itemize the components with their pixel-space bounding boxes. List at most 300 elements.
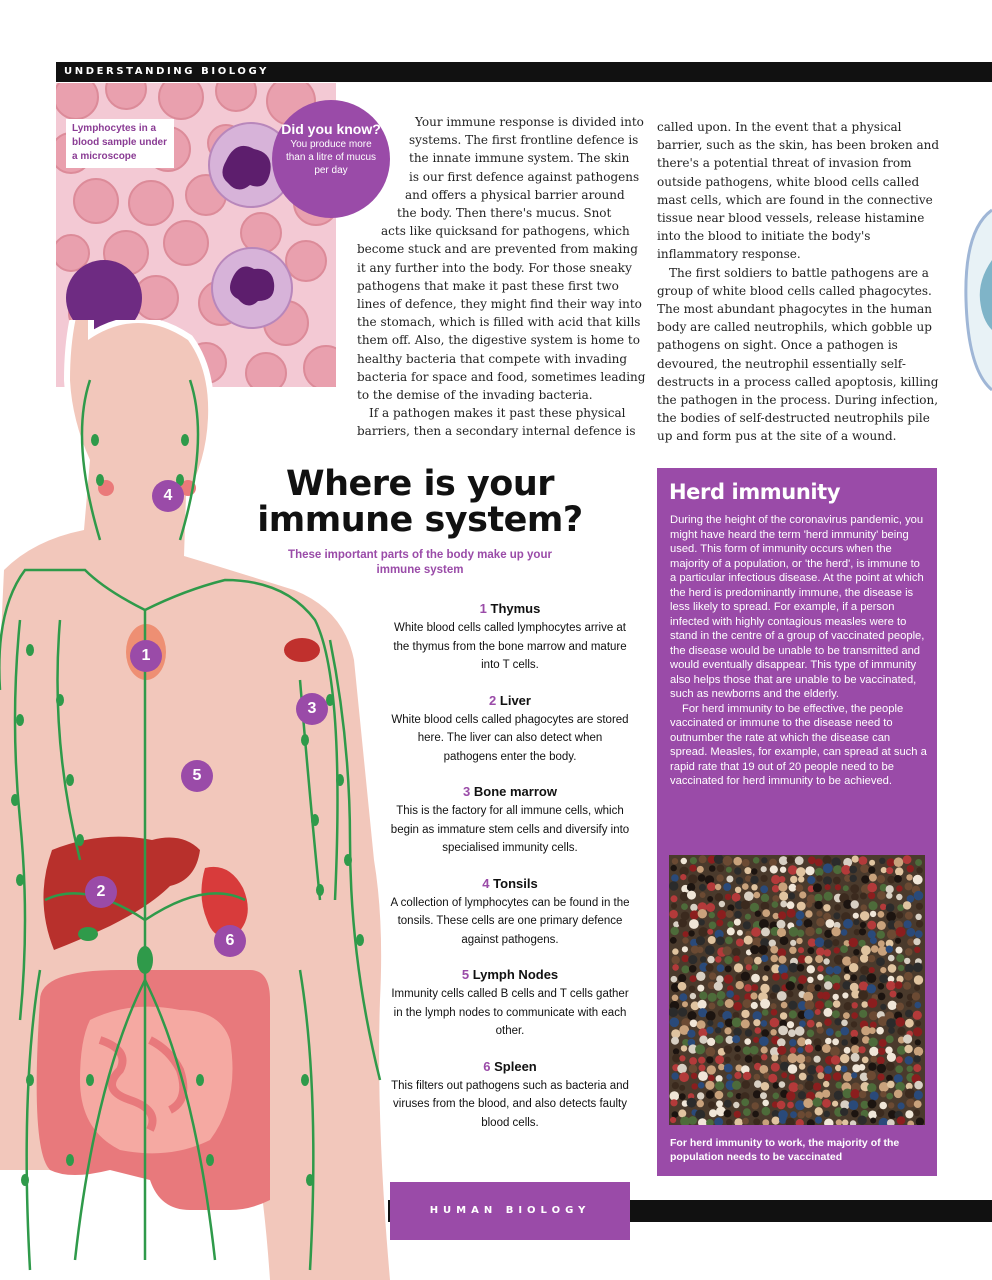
crowd-head xyxy=(707,896,713,902)
footer-tab: HUMAN BIOLOGY xyxy=(390,1182,630,1240)
crowd-head xyxy=(669,881,678,890)
legend-item xyxy=(390,783,630,858)
crowd-head xyxy=(707,882,716,891)
crowd-head xyxy=(915,1020,921,1026)
feature-subtitle: These important parts of the body make up your immune system xyxy=(288,549,552,576)
crowd-head xyxy=(816,911,822,917)
crowd-head xyxy=(733,1102,739,1108)
crowd-head xyxy=(715,1035,724,1044)
crowd-head xyxy=(745,1029,753,1037)
crowd-head xyxy=(714,855,724,864)
section-label: UNDERSTANDING BIOLOGY xyxy=(64,66,269,77)
crowd-head xyxy=(725,894,731,900)
crowd-head xyxy=(744,891,754,901)
crowd-head xyxy=(780,1055,788,1063)
crowd-head xyxy=(867,883,877,893)
crowd-head xyxy=(743,999,752,1008)
crowd-head xyxy=(824,1119,833,1126)
crowd-head xyxy=(869,1027,876,1034)
crowd-head xyxy=(787,901,795,909)
crowd-head xyxy=(690,904,697,911)
crowd-head xyxy=(835,1065,841,1071)
crowd-head xyxy=(850,974,857,981)
crowd-head xyxy=(671,895,678,902)
crowd-head xyxy=(696,972,705,981)
crowd-head xyxy=(905,1056,914,1065)
crowd-head xyxy=(754,957,762,965)
crowd-head xyxy=(878,983,885,990)
crowd-head xyxy=(913,1109,920,1116)
crowd-head xyxy=(759,919,769,929)
crowd-head xyxy=(672,956,680,964)
crowd-head xyxy=(824,892,833,901)
crowd-head xyxy=(807,984,816,993)
crowd-head xyxy=(896,894,902,900)
crowd-head xyxy=(690,975,697,982)
crowd-head xyxy=(815,955,823,963)
crowd-head xyxy=(831,1055,840,1064)
crowd-head xyxy=(797,930,804,937)
crowd-head xyxy=(905,964,914,973)
crowd-head xyxy=(880,1004,886,1010)
crowd-head xyxy=(896,954,904,962)
crowd-head xyxy=(912,992,920,1000)
crowd-head xyxy=(916,903,923,910)
crowd-head xyxy=(849,1100,859,1110)
crowd-head xyxy=(788,865,798,875)
crowd-head xyxy=(771,1009,778,1016)
crowd-head xyxy=(697,947,704,954)
crowd-head xyxy=(914,1081,923,1090)
crowd-head xyxy=(886,946,893,953)
crowd-head xyxy=(831,927,840,936)
crowd-head xyxy=(687,1011,696,1020)
crowd-head xyxy=(870,1118,876,1124)
crowd-head xyxy=(796,938,802,944)
crowd-head xyxy=(816,875,822,881)
crowd-head xyxy=(772,1110,780,1118)
crowd-head xyxy=(789,1082,799,1092)
crowd-head xyxy=(753,1037,759,1043)
crowd-head xyxy=(815,859,823,867)
crowd-head xyxy=(697,1020,706,1029)
crowd-head xyxy=(833,966,842,975)
marker-1: 1 xyxy=(130,640,162,672)
crowd-head xyxy=(807,1075,814,1082)
crowd-head xyxy=(760,984,769,993)
crowd-head xyxy=(734,919,741,926)
crowd-head xyxy=(796,884,804,892)
crowd-head xyxy=(896,927,906,937)
article-paragraph: The first soldiers to battle pathogens are a group of white blood cells called phagocytes. The most abundant phagocytes in the human body are called neutrophils, which gobble up pathogens on sight. Once a pathogen is devoured, the neutrophil essentially self-destructs in a process called apoptosis, killing the pathogen in the process. During infection, the bodies of self-destructed neutrophils pile up and form pus at the site of a wound. xyxy=(657,265,939,444)
crowd-head xyxy=(772,901,779,908)
crowd-head xyxy=(878,1016,888,1026)
crowd-head xyxy=(733,956,739,962)
legend-title: Liver xyxy=(499,692,531,708)
crowd-head xyxy=(853,919,859,925)
crowd-head xyxy=(788,1053,798,1063)
crowd-head xyxy=(787,909,796,918)
crowd-head xyxy=(879,1039,887,1047)
crowd-head xyxy=(840,945,848,953)
crowd-head xyxy=(787,856,795,864)
crowd-head xyxy=(770,1003,776,1009)
crowd-head xyxy=(768,1074,777,1083)
crowd-head xyxy=(734,963,743,972)
crowd-head xyxy=(781,1002,788,1009)
crowd-head xyxy=(708,1075,715,1082)
crowd-head xyxy=(732,1081,741,1090)
crowd-head xyxy=(796,1119,804,1125)
crowd-head xyxy=(786,1091,795,1100)
crowd-head xyxy=(780,867,786,873)
crowd-head xyxy=(750,992,757,999)
crowd-head xyxy=(795,856,804,865)
legend-title: Lymph Nodes xyxy=(472,967,559,982)
crowd-head xyxy=(888,964,897,973)
crowd-head xyxy=(679,1055,685,1061)
crowd-head xyxy=(689,1057,697,1065)
crowd-head xyxy=(771,1054,778,1061)
crowd-head xyxy=(886,1035,894,1043)
crowd-head xyxy=(824,981,832,989)
crowd-head xyxy=(880,904,886,910)
crowd-head xyxy=(914,1100,922,1108)
crowd-head xyxy=(762,1119,769,1125)
crowd-head xyxy=(679,1085,685,1091)
crowd-head xyxy=(859,856,868,865)
crowd-head xyxy=(681,965,689,973)
crowd-head xyxy=(716,1075,723,1082)
crowd-head xyxy=(816,918,825,927)
crowd-head xyxy=(709,922,717,930)
crowd-head xyxy=(781,1072,787,1078)
crowd-head xyxy=(824,939,833,948)
crowd-head xyxy=(679,1072,689,1082)
crowd-head xyxy=(679,993,687,1001)
crowd-head xyxy=(762,1107,771,1116)
article-line: the innate immune system. The skin xyxy=(409,151,630,166)
crowd-head xyxy=(805,927,815,937)
crowd-head xyxy=(876,957,885,966)
crowd-head xyxy=(678,974,686,982)
crowd-head xyxy=(851,1053,860,1062)
crowd-head xyxy=(744,956,753,965)
crowd-head xyxy=(886,1075,893,1082)
crowd-head xyxy=(807,1119,815,1125)
crowd-head xyxy=(851,900,859,908)
crowd-head xyxy=(753,1019,760,1026)
crowd-head xyxy=(777,920,786,929)
crowd-head xyxy=(851,1021,857,1027)
crowd-head xyxy=(687,883,695,891)
crowd-head xyxy=(772,973,780,981)
crowd-head xyxy=(852,856,859,863)
crowd-head xyxy=(887,1119,895,1125)
crowd-head xyxy=(725,965,732,972)
crowd-head xyxy=(815,1001,824,1010)
crowd-head xyxy=(841,1027,850,1036)
article-line: healthy bacteria that compete with invading xyxy=(357,351,628,366)
crowd-head xyxy=(744,1038,751,1045)
crowd-head xyxy=(903,855,912,864)
crowd-head xyxy=(751,974,760,983)
crowd-head xyxy=(671,903,677,909)
crowd-head xyxy=(913,938,920,945)
crowd-head xyxy=(822,1099,831,1108)
crowd-head xyxy=(830,1047,840,1057)
crowd-head xyxy=(751,984,758,991)
crowd-head xyxy=(888,1001,897,1010)
crowd-head xyxy=(826,919,835,928)
crowd-head xyxy=(672,964,679,971)
crowd-head xyxy=(906,1099,915,1108)
crowd-head xyxy=(887,929,897,939)
crowd-head xyxy=(726,876,733,883)
crowd-head xyxy=(708,936,716,944)
crowd-head xyxy=(786,981,795,990)
crowd-head xyxy=(877,1064,886,1073)
crowd-head xyxy=(799,891,806,898)
crowd-head xyxy=(788,1029,796,1037)
crowd-head xyxy=(886,867,893,874)
crowd-head xyxy=(833,877,841,885)
crowd-head xyxy=(790,876,797,883)
legend-item xyxy=(390,1058,630,1133)
crowd-head xyxy=(897,1116,906,1125)
crowd-head xyxy=(886,1062,895,1071)
crowd-head xyxy=(815,868,824,877)
crowd-head xyxy=(762,975,768,981)
crowd-head xyxy=(723,883,731,891)
crowd-head xyxy=(672,858,678,864)
legend-description: White blood cells called phagocytes are stored here. The liver can also detect when pathogens enter the body. xyxy=(391,713,629,763)
crowd-head xyxy=(851,1037,859,1045)
crowd-head xyxy=(690,1020,698,1028)
crowd-head xyxy=(853,949,859,955)
crowd-head xyxy=(833,1072,842,1081)
crowd-head xyxy=(850,884,859,893)
crowd-head xyxy=(708,1003,715,1010)
did-you-know-title: Did you know? xyxy=(281,121,381,137)
crowd-head xyxy=(736,981,744,989)
crowd-head xyxy=(687,891,696,900)
herd-title: Herd immunity xyxy=(669,480,841,504)
legend-number: 4 xyxy=(482,875,490,891)
crowd-head xyxy=(706,1027,713,1034)
crowd-head xyxy=(894,857,904,867)
crowd-head xyxy=(858,990,868,1000)
crowd-head xyxy=(903,982,911,990)
crowd-head xyxy=(682,937,688,943)
crowd-head xyxy=(817,974,823,980)
crowd-head xyxy=(761,1029,769,1037)
article-line: lines of defence, they might find their way into xyxy=(357,297,642,312)
crowd-head xyxy=(832,1010,840,1018)
crowd-head xyxy=(861,945,871,955)
legend-description: A collection of lymphocytes can be found in the tonsils. These cells are one primary defence against pathogens. xyxy=(390,896,630,946)
crowd-head xyxy=(915,859,922,866)
legend-number: 2 xyxy=(489,692,497,708)
crowd-head xyxy=(753,1090,761,1098)
crowd-head xyxy=(699,992,707,1000)
crowd-head xyxy=(907,1121,914,1126)
crowd-head xyxy=(849,963,858,972)
crowd-head xyxy=(750,945,759,954)
crowd-head xyxy=(807,965,815,973)
crowd-head xyxy=(914,985,920,991)
crowd-head xyxy=(716,874,723,881)
crowd-head xyxy=(772,1117,780,1125)
crowd-head xyxy=(683,931,689,937)
crowd-head xyxy=(904,972,913,981)
crowd-head xyxy=(896,947,903,954)
crowd-head xyxy=(751,884,757,890)
crowd-head xyxy=(803,1098,813,1108)
crowd-head xyxy=(788,1001,797,1010)
crowd-head xyxy=(876,1027,884,1035)
legend-number: 1 xyxy=(479,601,487,616)
section-header-bar xyxy=(56,62,992,82)
crowd-head xyxy=(834,947,840,953)
crowd-head xyxy=(760,999,770,1009)
crowd-head xyxy=(851,1012,858,1019)
crowd-head xyxy=(761,1046,768,1053)
crowd-head xyxy=(860,922,866,928)
crowd-head xyxy=(719,901,725,907)
crowd-head xyxy=(700,956,707,963)
crowd-head xyxy=(741,1098,749,1106)
crowd-head xyxy=(715,1027,721,1033)
crowd-head xyxy=(770,993,776,999)
crowd-head xyxy=(737,930,743,936)
crowd-head xyxy=(805,1044,814,1053)
crowd-head xyxy=(773,913,779,919)
crowd-head xyxy=(758,945,768,955)
crowd-head xyxy=(723,946,732,955)
crowd-head xyxy=(860,966,869,975)
crowd-head xyxy=(913,875,923,885)
crowd-head xyxy=(718,1064,725,1071)
crowd-head xyxy=(670,1117,676,1123)
crowd-head xyxy=(733,1028,742,1037)
crowd-head xyxy=(761,1082,770,1091)
crowd-head xyxy=(896,885,902,891)
article-line: is our first defence against pathogens xyxy=(409,169,640,184)
crowd-head xyxy=(851,1045,860,1054)
legend-item xyxy=(390,875,630,950)
crowd-head xyxy=(715,884,721,890)
crowd-head xyxy=(808,856,816,864)
crowd-head xyxy=(799,1020,806,1027)
crowd-head xyxy=(859,1064,866,1071)
crowd-head xyxy=(753,857,760,864)
herd-immunity-box xyxy=(657,468,937,1176)
crowd-head xyxy=(697,1100,704,1107)
crowd-head xyxy=(726,1074,732,1080)
crowd-head xyxy=(833,865,842,874)
crowd-head xyxy=(779,856,788,865)
crowd-head xyxy=(797,1037,806,1046)
crowd-head xyxy=(877,875,885,883)
crowd-head xyxy=(824,1066,832,1074)
crowd-head xyxy=(833,912,840,919)
crowd-head xyxy=(868,892,875,899)
crowd-head xyxy=(751,927,761,937)
crowd-head xyxy=(914,975,923,984)
legend-item xyxy=(390,692,630,767)
crowd-head xyxy=(879,1102,887,1110)
crowd-head xyxy=(836,1082,843,1089)
crowd-head xyxy=(886,1018,896,1028)
crowd-head xyxy=(778,964,788,974)
crowd-head xyxy=(914,947,920,953)
marker-5: 5 xyxy=(181,760,213,792)
crowd-head xyxy=(903,1034,912,1043)
article-line: and offers a physical barrier around xyxy=(405,187,625,202)
crowd-head xyxy=(742,859,750,867)
article-column-1 xyxy=(357,113,647,441)
crowd-head xyxy=(682,1001,688,1007)
crowd-head xyxy=(764,965,770,971)
crowd-head xyxy=(796,911,805,920)
crowd-head xyxy=(797,964,805,972)
article-line: to the demise of the invading bacteria. xyxy=(357,388,593,403)
crowd-head xyxy=(689,919,699,929)
crowd-head xyxy=(814,901,822,909)
crowd-head xyxy=(725,937,733,945)
crowd-head xyxy=(816,928,823,935)
crowd-head xyxy=(706,964,714,972)
intestines xyxy=(37,970,270,1210)
legend-title: Tonsils xyxy=(493,875,538,891)
crowd-head xyxy=(723,856,733,866)
crowd-head xyxy=(890,991,897,998)
crowd-head xyxy=(761,875,768,882)
crowd-head xyxy=(888,1102,894,1108)
crowd-head xyxy=(870,1056,877,1063)
crowd-head xyxy=(868,1063,876,1071)
crowd-head xyxy=(914,1090,923,1099)
crowd-head xyxy=(762,909,770,917)
crowd-head xyxy=(770,1018,780,1028)
crowd-head xyxy=(895,1065,903,1073)
feature-title-line: immune system? xyxy=(257,500,583,540)
crowd-head xyxy=(699,855,707,863)
crowd-head xyxy=(761,902,770,911)
crowd-head xyxy=(670,1018,680,1028)
crowd-head xyxy=(823,904,830,911)
crowd-head xyxy=(869,967,875,973)
crowd-head xyxy=(825,1038,832,1045)
crowd-head xyxy=(913,963,923,973)
crowd-head xyxy=(736,939,744,947)
crowd-head xyxy=(698,1000,707,1009)
crowd-head xyxy=(717,865,725,873)
crowd-head xyxy=(868,998,878,1008)
crowd-head xyxy=(671,1072,678,1079)
crowd-head xyxy=(714,1117,723,1125)
legend-description: This is the factory for all immune cells, which begin as immature stem cells and diversify into specialised immunity cells. xyxy=(390,805,630,854)
crowd-head xyxy=(805,956,813,964)
crowd-head xyxy=(770,865,778,873)
crowd-head xyxy=(780,936,789,945)
crowd-head xyxy=(842,981,851,990)
crowd-head xyxy=(746,964,752,970)
crowd-head xyxy=(672,995,679,1002)
crowd-head xyxy=(724,1045,733,1054)
crowd-head xyxy=(707,1038,715,1046)
